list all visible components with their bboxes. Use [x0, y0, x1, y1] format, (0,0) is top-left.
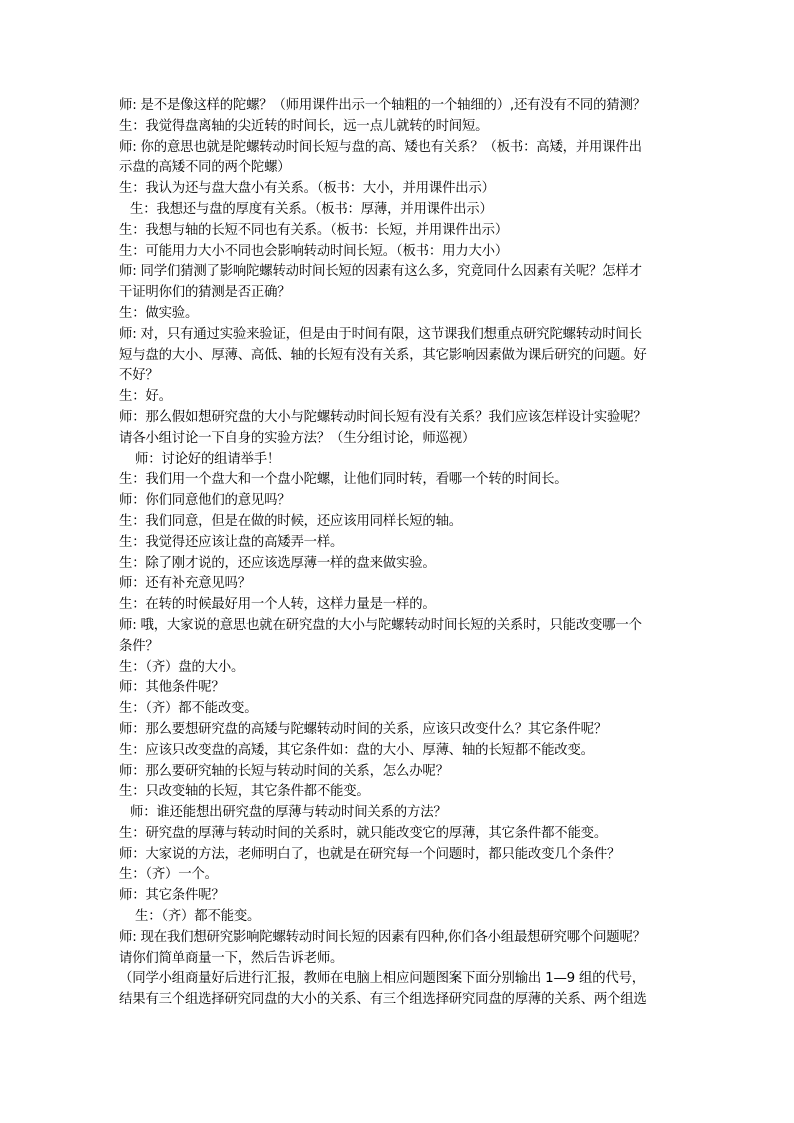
text-line: 师：你们同意他们的意见吗？ — [119, 493, 291, 509]
text-line: 生：我们同意，但是在做的时候，还应该用同样长短的轴。 — [119, 513, 462, 529]
text-line: 生：我觉得还应该让盘的高矮弄一样。 — [119, 534, 344, 550]
text-line: 示盘的高矮不同的两个陀螺） — [119, 160, 291, 176]
text-line: 生：我认为还与盘大盘小有关系。（板书：大小，并用课件出示） — [119, 181, 495, 197]
text-line: 请各小组讨论一下自身的实验方法？（生分组讨论，师巡视） — [119, 430, 476, 446]
text-line: 师: 哦，大家说的意思也就在研究盘的大小与陀螺转动时间长短的关系时，只能改变哪一个 — [119, 617, 642, 633]
text-line: 生：我们用一个盘大和一个盘小陀螺，让他们同时转，看哪一个转的时间长。 — [119, 472, 568, 488]
text-line: 师：那么假如想研究盘的大小与陀螺转动时间长短有没有关系？我们应该怎样设计实验呢？ — [119, 409, 647, 425]
text-line: 请你们简单商量一下，然后告诉老师。 — [119, 950, 344, 966]
text-line: 师：其他条件呢？ — [119, 680, 225, 696]
text-line: 生：我觉得盘离轴的尖近转的时间长，远一点儿就转的时间短。 — [119, 118, 489, 134]
text-line: 生：（齐）盘的大小。 — [119, 659, 245, 675]
text-line: 师: 是不是像这样的陀螺？（师用课件出示一个轴粗的一个轴细的）,还有没有不同的猜测？ — [119, 98, 646, 113]
text-line: 师：那么要研究轴的长短与转动时间的关系，怎么办呢？ — [119, 763, 449, 779]
text-line: 短与盘的大小、厚薄、高低、轴的长短有没有关系，其它影响因素做为课后研究的问题。好 — [119, 347, 647, 363]
document-body — [119, 96, 679, 1011]
text-line: 师: 你的意思也就是陀螺转动时间长短与盘的高、矮也有关系？（板书：高矮，并用课件出 — [119, 139, 642, 155]
text-line: 生：（齐）都不能改变。 — [119, 701, 258, 717]
text-line: 生：可能用力大小不同也会影响转动时间长短。（板书：用力大小） — [119, 243, 509, 259]
text-line: 生：做实验。 — [119, 305, 199, 321]
text-line: 师：大家说的方法，老师明白了，也就是在研究每一个问题时，都只能改变几个条件？ — [119, 846, 621, 862]
text-line: 师：还有补充意见吗？ — [119, 576, 251, 592]
text-line: 生：好。 — [119, 389, 172, 405]
text-line: 结果有三个组选择研究同盘的大小的关系、有三个组选择研究同盘的厚薄的关系、两个组选 — [119, 992, 647, 1008]
text-line: 师：谁还能想出研究盘的厚薄与转动时间关系的方法？ — [130, 805, 447, 821]
text-line: 不好？ — [119, 368, 159, 384]
text-line: 生：研究盘的厚薄与转动时间的关系时，就只能改变它的厚薄，其它条件都不能变。 — [119, 825, 608, 841]
text-line: 干证明你们的猜测是否正确？ — [119, 285, 291, 301]
text-line: 师: 对，只有通过实验来验证，但是由于时间有限，这节课我们想重点研究陀螺转动时间长 — [119, 326, 642, 342]
text-line: 师：那么要想研究盘的高矮与陀螺转动时间的关系，应该只改变什么？其它条件呢？ — [119, 721, 608, 737]
text-line: 师：其它条件呢？ — [119, 888, 225, 904]
text-line: 生：（齐）都不能变。 — [135, 909, 261, 925]
text-line: 条件？ — [119, 638, 159, 654]
text-line: 生：只改变轴的长短，其它条件都不能变。 — [119, 784, 370, 800]
text-line: 生：除了刚才说的，还应该选厚薄一样的盘来做实验。 — [119, 555, 436, 571]
text-line: 师: 同学们猜测了影响陀螺转动时间长短的因素有这么多，究竟同什么因素有关呢？怎样才 — [119, 264, 642, 280]
text-line: 生：（齐）一个。 — [119, 867, 218, 883]
text-line: 师: 现在我们想研究影响陀螺转动时间长短的因素有四种,你们各小组最想研究哪个问题呢？ — [119, 929, 646, 945]
text-line: 生：我想与轴的长短不同也有关系。（板书：长短，并用课件出示） — [119, 222, 509, 238]
text-line: 师：讨论好的组请举手！ — [135, 451, 281, 467]
text-line: 生：在转的时候最好用一个人转，这样力量是一样的。 — [119, 597, 436, 613]
text-line: 生：应该只改变盘的高矮，其它条件如：盘的大小、厚薄、轴的长短都不能改变。 — [119, 742, 594, 758]
text-line: （同学小组商量好后进行汇报，教师在电脑上相应问题图案下面分别输出 1—9 组的代号， — [119, 971, 645, 987]
text-line: 生：我想还与盘的厚度有关系。（板书：厚薄，并用课件出示） — [130, 201, 493, 217]
